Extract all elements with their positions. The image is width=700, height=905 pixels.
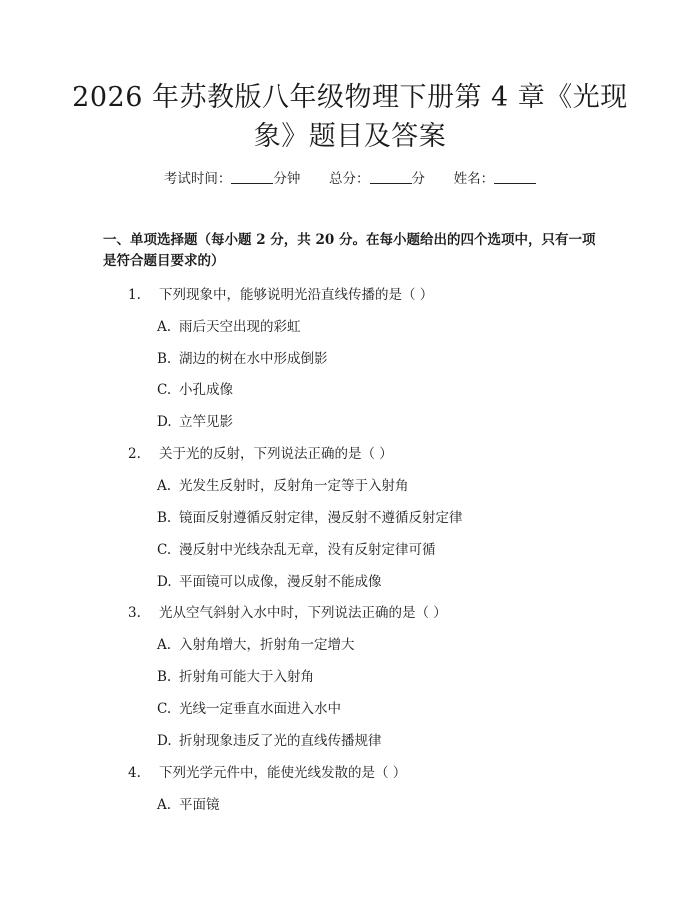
section-heading: 一、单项选择题（每小题 2 分，共 20 分。在每小题给出的四个选项中，只有一项是符合题目要求的） [103, 232, 596, 269]
option-1c: C. 小孔成像 [157, 382, 233, 398]
question-number: 2. [128, 446, 141, 462]
name-label: 姓名： [453, 171, 495, 187]
option-3b: B. 折射角可能大于入射角 [157, 669, 314, 685]
option-1b: B. 湖边的树在水中形成倒影 [157, 351, 328, 367]
option-2d: D. 平面镜可以成像，漫反射不能成像 [157, 574, 382, 590]
score-label: 总分： [329, 171, 370, 187]
question-text: 光从空气斜射入水中时，下列说法正确的是（ ） [159, 605, 447, 621]
time-label: 考试时间： [163, 171, 232, 187]
time-unit: 分钟 [273, 171, 301, 187]
name-blank [494, 171, 536, 184]
option-1a: A. 雨后天空出现的彩虹 [157, 319, 301, 335]
question-3 [128, 601, 447, 621]
document-title [0, 78, 700, 156]
question-text: 下列现象中，能够说明光沿直线传播的是（ ） [159, 287, 434, 303]
option-1d: D. 立竿见影 [157, 414, 233, 430]
option-2a: A. 光发生反射时，反射角一定等于入射角 [157, 478, 409, 494]
question-number: 1. [128, 287, 141, 303]
option-3a: A. 入射角增大，折射角一定增大 [157, 637, 355, 653]
question-1 [128, 283, 433, 303]
option-2b: B. 镜面反射遵循反射定律，漫反射不遵循反射定律 [157, 510, 463, 526]
option-4a: A. 平面镜 [157, 797, 220, 813]
question-number: 3. [128, 605, 141, 621]
question-number: 4. [128, 765, 141, 781]
question-4 [128, 761, 406, 781]
option-2c: C. 漫反射中光线杂乱无章，没有反射定律可循 [157, 542, 436, 558]
question-text: 下列光学元件中，能使光线发散的是（ ） [159, 765, 407, 781]
time-blank [231, 171, 273, 184]
title-line-2: 象》题目及答案 [253, 121, 447, 152]
score-blank [370, 171, 412, 184]
exam-info-line [0, 167, 700, 187]
question-2 [128, 442, 393, 462]
title-line-1: 2026 年苏教版八年级物理下册第 4 章《光现 [72, 82, 628, 113]
score-unit: 分 [411, 171, 425, 187]
question-text: 关于光的反射，下列说法正确的是（ ） [159, 446, 393, 462]
option-3d: D. 折射现象违反了光的直线传播规律 [157, 733, 382, 749]
option-3c: C. 光线一定垂直水面进入水中 [157, 701, 341, 717]
